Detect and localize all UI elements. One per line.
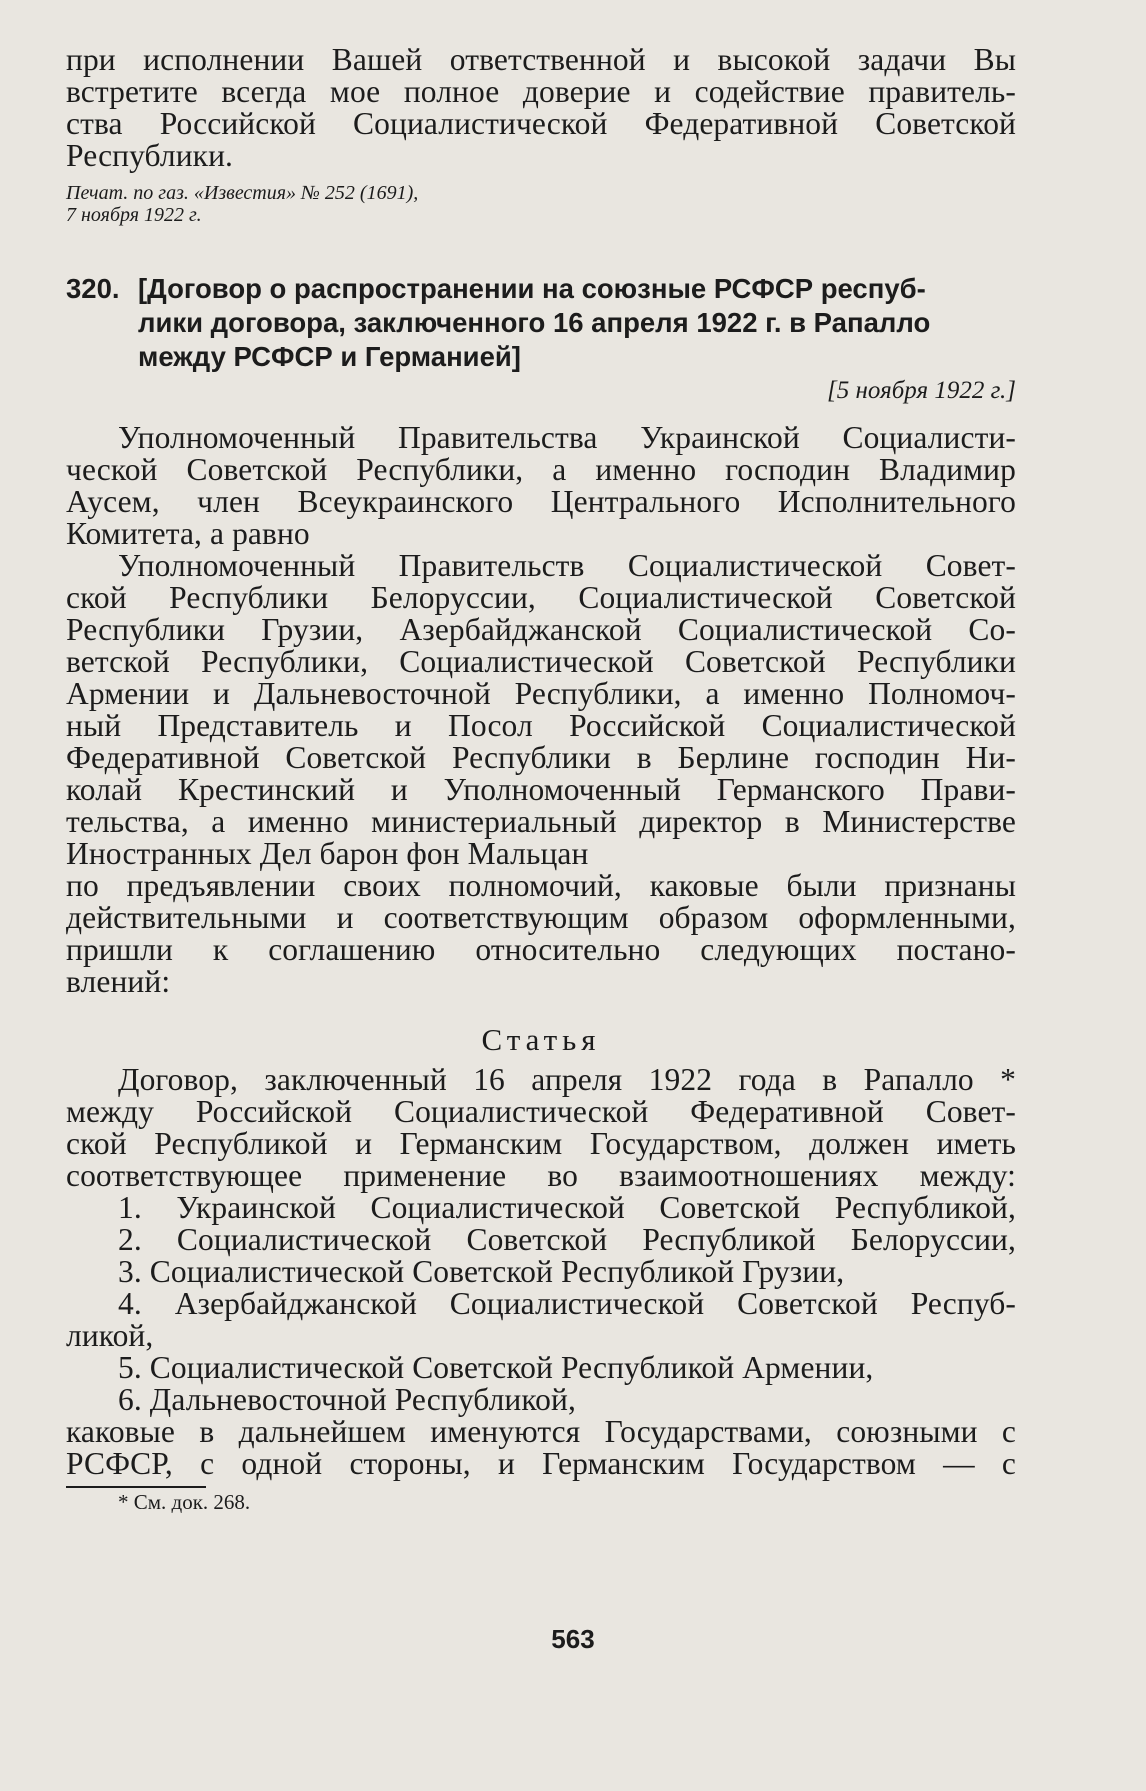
text-line: Федеративной Советской Республики в Берлине господин Ни- xyxy=(66,740,1016,775)
text-line: ства Российской Социалистической Федеративной Советской xyxy=(66,106,1016,141)
article-title: Статья xyxy=(481,1022,601,1057)
text-line: Аусем, член Всеукраинского Центрального Исполнительного xyxy=(66,484,1016,519)
text-line: Комитета, а равно xyxy=(66,516,310,551)
text-line: по предъявлении своих полномочий, каковые были признаны xyxy=(66,868,1016,903)
section-number: 320. xyxy=(66,273,120,304)
section-heading xyxy=(66,272,1016,374)
text-line: Армении и Дальневосточной Республики, а именно Полномоч- xyxy=(66,676,1016,711)
text-line: РСФСР, с одной стороны, и Германским Государством — с xyxy=(66,1446,1016,1481)
section-title-line: [Договор о распространении на союзные РСФСР респуб- xyxy=(138,273,926,304)
text-line: действительными и соответствующим образом оформленными, xyxy=(66,900,1016,935)
page-number: 563 xyxy=(551,1624,595,1654)
text-line: Республики. xyxy=(66,138,233,173)
list-item: 6. Дальневосточной Республикой, xyxy=(118,1382,576,1417)
list-item: 5. Социалистической Советской Республикой Армении, xyxy=(118,1350,874,1385)
article-body xyxy=(66,1064,1016,1480)
opening-paragraph xyxy=(66,44,1016,172)
text-line: между Российской Социалистической Федеративной Совет- xyxy=(66,1094,1016,1129)
text-line: тельства, а именно министериальный директор в Министерстве xyxy=(66,804,1016,839)
document-date: [5 ноября 1922 г.] xyxy=(827,377,1016,404)
text-line: Уполномоченный Правительств Социалистической Совет- xyxy=(118,548,1016,583)
text-line: при исполнении Вашей ответственной и высокой задачи Вы xyxy=(66,42,1016,77)
list-item: 4. Азербайджанской Социалистической Советской Респуб- xyxy=(118,1286,1016,1321)
text-line: колай Крестинский и Уполномоченный Германского Прави- xyxy=(66,772,1016,807)
text-line: ческой Советской Республики, а именно господин Владимир xyxy=(66,452,1016,487)
text-line: каковые в дальнейшем именуются Государствами, союзными с xyxy=(66,1414,1016,1449)
text-line: Республики Грузии, Азербайджанской Социалистической Со- xyxy=(66,612,1016,647)
text-line: ской Республики Белоруссии, Социалистической Советской xyxy=(66,580,1016,615)
text-line: соответствующее применение во взаимоотношениях между: xyxy=(66,1158,1016,1193)
section-title-line: между РСФСР и Германией] xyxy=(138,341,521,372)
text-line: влений: xyxy=(66,964,171,999)
text-line: Уполномоченный Правительства Украинской Социалисти- xyxy=(118,420,1016,455)
text-line: встретите всегда мое полное доверие и содействие правитель- xyxy=(66,74,1016,109)
list-item-continuation: ликой, xyxy=(66,1318,154,1353)
list-item: 2. Социалистической Советской Республикой Белоруссии, xyxy=(118,1222,1016,1257)
list-item: 1. Украинской Социалистической Советской Республикой, xyxy=(118,1190,1016,1225)
text-line: Иностранных Дел барон фон Мальцан xyxy=(66,836,589,871)
list-item: 3. Социалистической Советской Республикой Грузии, xyxy=(118,1254,845,1289)
preamble xyxy=(66,422,1016,998)
footnote: * См. док. 268. xyxy=(118,1490,251,1514)
section-title-line: лики договора, заключенного 16 апреля 1922 г. в Рапалло xyxy=(138,307,931,338)
text-line: ный Представитель и Посол Российской Социалистической xyxy=(66,708,1016,743)
text-line: ветской Республики, Социалистической Советской Республики xyxy=(66,644,1016,679)
source-note-line: Печат. по газ. «Известия» № 252 (1691), xyxy=(66,182,419,204)
text-line: ской Республикой и Германским Государством, должен иметь xyxy=(66,1126,1016,1161)
source-note-line: 7 ноября 1922 г. xyxy=(66,204,202,226)
text-line: Договор, заключенный 16 апреля 1922 года в Рапалло * xyxy=(118,1062,1016,1097)
page-content xyxy=(66,44,1016,1516)
source-note xyxy=(66,182,1016,226)
text-line: пришли к соглашению относительно следующих постано- xyxy=(66,932,1016,967)
